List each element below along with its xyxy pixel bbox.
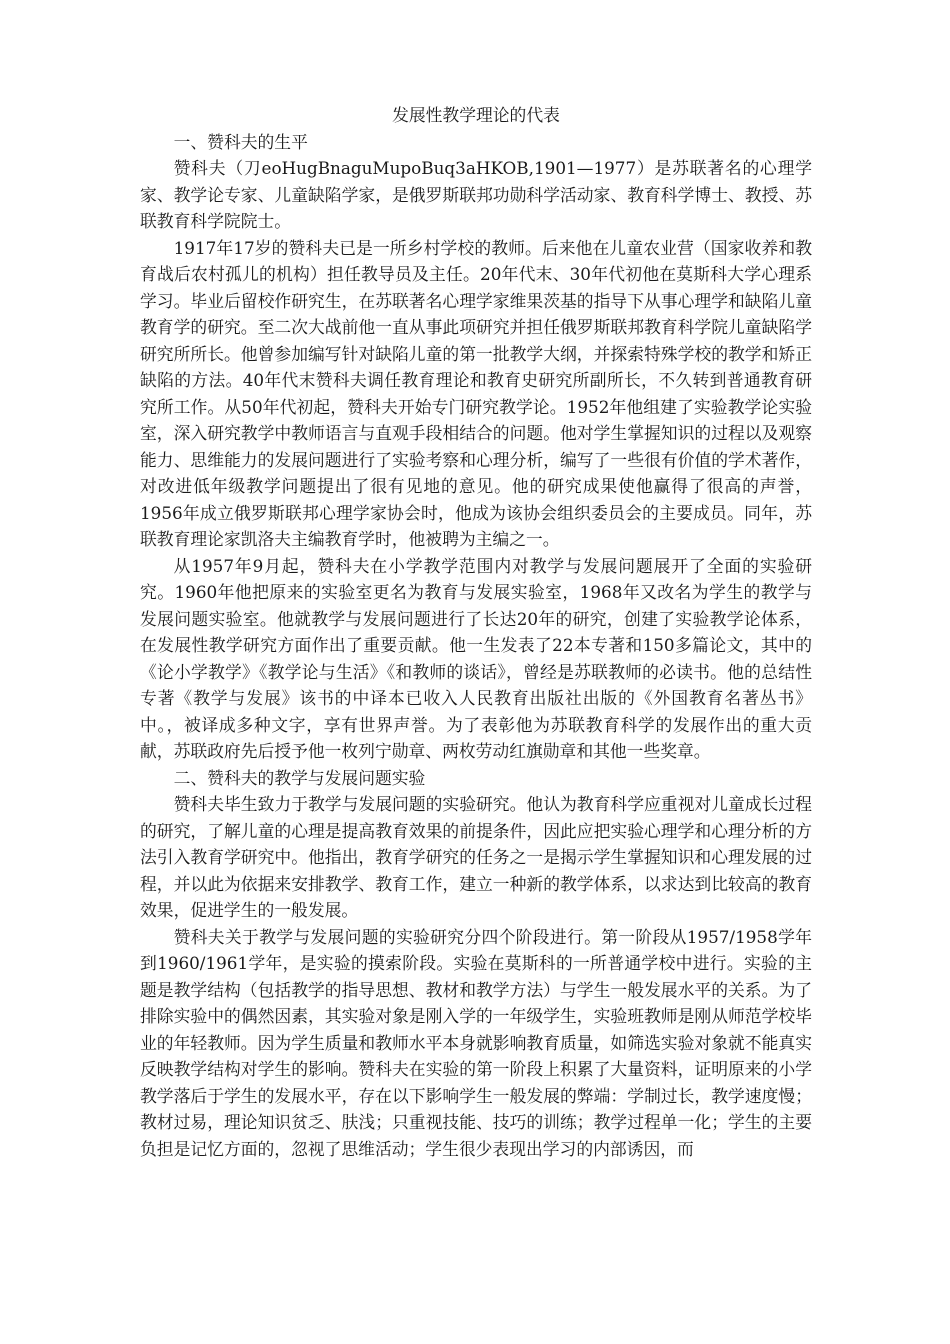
document-body (140, 102, 812, 1162)
document-title: 发展性教学理论的代表 (392, 105, 560, 125)
paragraph-5: 赞科夫关于教学与发展问题的实验研究分四个阶段进行。第一阶段从1957/1958学年到1960/1961学年，是实验的摸索阶段。实验在莫斯科的一所普通学校中进行。实验的主题是教学结构（包括教学的指导思想、教材和教学方法）与学生一般发展水平的关系。为了排除实验中的偶然因素，其实验对象是刚入学的一年级学生，实验班教师是刚从师范学校毕业的年轻教师。因为学生质量和教师水平本身就影响教育质量，如筛选实验对象就不能真实反映教学结构对学生的影响。赞科夫在实验的第一阶段上积累了大量资料，证明原来的小学教学落后于学生的发展水平，存在以下影响学生一般发展的弊端：学制过长，教学速度慢；教材过易，理论知识贫乏、肤浅；只重视技能、技巧的训练；教学过程单一化；学生的主要负担是记忆方面的，忽视了思维活动；学生很少表现出学习的内部诱因，而 (140, 926, 812, 1159)
section-heading-2: 二、赞科夫的教学与发展问题实验 (173, 767, 426, 788)
paragraph-4: 赞科夫毕生致力于教学与发展问题的实验研究。他认为教育科学应重视对儿童成长过程的研究，了解儿童的心理是提高教育效果的前提条件，因此应把实验心理学和心理分析的方法引入教育学研究中。他指出，教育学研究的任务之一是揭示学生掌握知识和心理发展的过程，并以此为依据来安排教学、教育工作，建立一种新的教学体系，以求达到比较高的教育效果，促进学生的一般发展。 (140, 794, 812, 920)
paragraph-3: 从1957年9月起，赞科夫在小学教学范围内对教学与发展问题展开了全面的实验研究。1960年他把原来的实验室更名为教育与发展实验室，1968年又改名为学生的教学与发展问题实验室。他就教学与发展问题进行了长达20年的研究，创建了实验教学论体系，在发展性教学研究方面作出了重要贡献。他一生发表了22本专著和150多篇论文，其中的《论小学教学》《教学论与生活》《和教师的谈话》，曾经是苏联教师的必读书。他的总结性专著《教学与发展》该书的中译本已收入人民教育出版社出版的《外国教育名著丛书》中。，被译成多种文字，享有世界声誉。为了表彰他为苏联教育科学的发展作出的重大贡献，苏联政府先后授予他一枚列宁勋章、两枚劳动红旗勋章和其他一些奖章。 (140, 555, 812, 761)
paragraph-1: 赞科夫（刀eoHugBnaguMupoBuq3aHKOB,1901—1977）是苏联著名的心理学家、教学论专家、儿童缺陷学家，是俄罗斯联邦功勋科学活动家、教育科学博士、教授、苏联教育科学院院士。 (140, 158, 812, 231)
paragraph-2: 1917年17岁的赞科夫已是一所乡村学校的教师。后来他在儿童农业营（国家收养和教育战后农村孤儿的机构）担任教导员及主任。20年代末、30年代初他在莫斯科大学心理系学习。毕业后留校作研究生，在苏联著名心理学家维果茨基的指导下从事心理学和缺陷儿童教育学的研究。至二次大战前他一直从事此项研究并担任俄罗斯联邦教育科学院儿童缺陷学研究所所长。他曾参加编写针对缺陷儿童的第一批教学大纲，并探索特殊学校的教学和矫正缺陷的方法。40年代末赞科夫调任教育理论和教育史研究所副所长，不久转到普通教育研究所工作。从50年代初起，赞科夫开始专门研究教学论。1952年他组建了实验教学论实验室，深入研究教学中教师语言与直观手段相结合的问题。他对学生掌握知识的过程以及观察能力、思维能力的发展问题进行了实验考察和心理分析，编写了一些很有价值的学术著作，对改进低年级教学问题提出了很有见地的意见。他的研究成果使他赢得了很高的声誉，1956年成立俄罗斯联邦心理学家协会时，他成为该协会组织委员会的主要成员。同年，苏联教育理论家凯洛夫主编教育学时，他被聘为主编之一。 (140, 237, 812, 549)
section-heading-1: 一、赞科夫的生平 (173, 131, 308, 152)
